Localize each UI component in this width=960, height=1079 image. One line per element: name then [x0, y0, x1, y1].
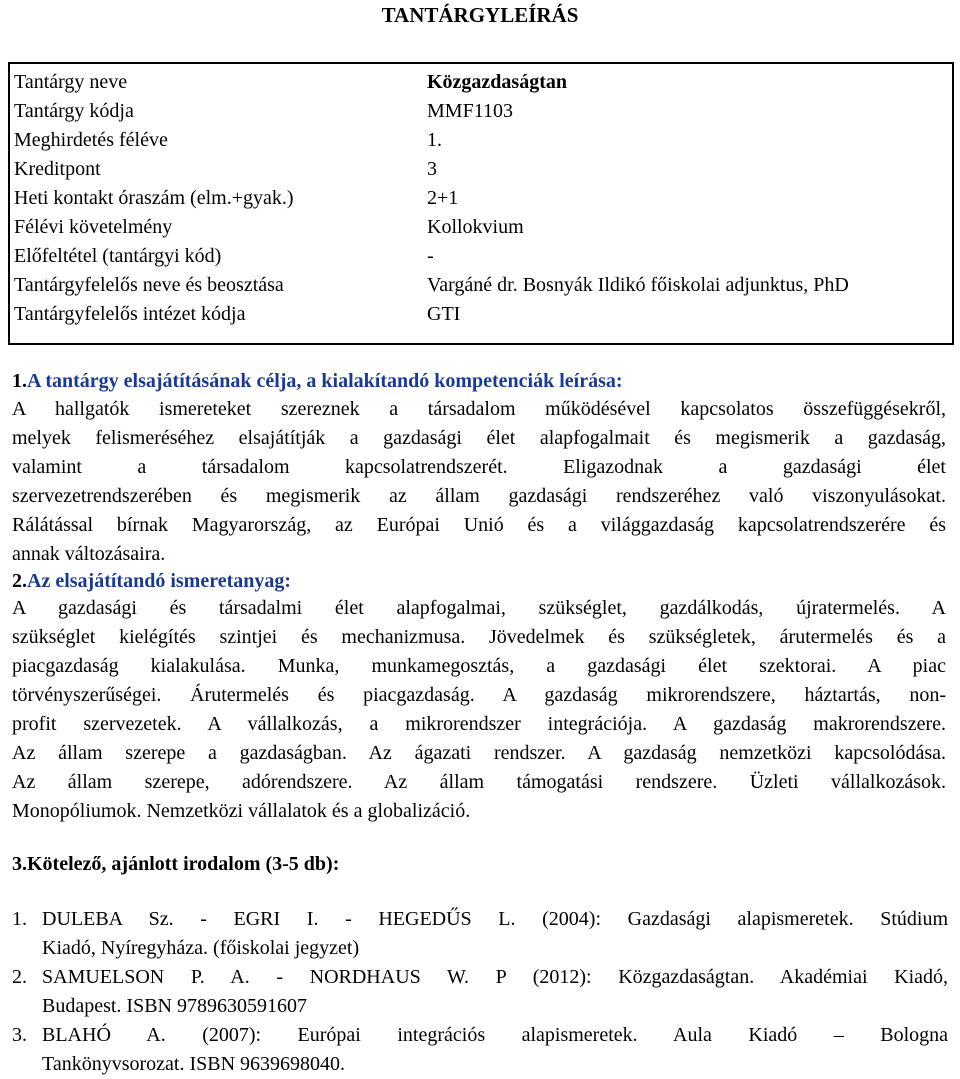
section-2-number: 2. [12, 570, 27, 592]
section-1-line: A hallgatók ismereteket szereznek a társadalom működésével kapcsolatos összefüggésekről, [12, 398, 946, 420]
section-2-line: Az állam szerepe, adórendszere. Az állam támogatási rendszere. Üzleti vállalkozások. [12, 771, 946, 793]
reference-number: 2. [12, 966, 27, 988]
reference-text [42, 963, 948, 1021]
section-2-line: szükséglet kielégítés szintjei és mechanizmusa. Jövedelmek és szükségletek, árutermelés és a [12, 626, 946, 648]
reference-line: Tankönyvsorozat. ISBN 9639698040. [42, 1053, 346, 1075]
info-value: 1. [427, 129, 442, 151]
info-value: MMF1103 [427, 100, 513, 122]
info-value: Vargáné dr. Bosnyák Ildikó főiskolai adjunktus, PhD [427, 274, 849, 296]
document-title: TANTÁRGYLEÍRÁS [381, 3, 579, 27]
reference-line: Budapest. ISBN 9789630591607 [42, 995, 307, 1017]
info-value: - [427, 245, 434, 267]
reference-line: DULEBA Sz. - EGRI I. - HEGEDŰS L. (2004): Gazdasági alapismeretek. Stúdium [42, 908, 948, 930]
info-label: Tantárgyfelelős intézet kódja [14, 303, 246, 325]
section-3-heading: 3.Kötelező, ajánlott irodalom (3-5 db): [12, 853, 340, 875]
info-label: Heti kontakt óraszám (elm.+gyak.) [14, 187, 294, 209]
section-2-line: törvényszerűségei. Árutermelés és piacgazdaság. A gazdaság mikrorendszere, háztartás, non- [12, 684, 946, 706]
reference-number: 1. [12, 908, 27, 930]
section-2-body [12, 594, 946, 826]
info-value: Kollokvium [427, 216, 524, 238]
section-1-heading [12, 367, 623, 395]
section-1-line: annak változásaira. [12, 543, 166, 565]
section-2-line: Az állam szerepe a gazdaságban. Az ágazati rendszer. A gazdaság nemzetközi kapcsolódása. [12, 742, 946, 764]
section-1-line: melyek felismeréséhez elsajátítják a gazdasági élet alapfogalmait és megismerik a gazdaság, [12, 427, 946, 449]
section-2-line: A gazdasági és társadalmi élet alapfogalmai, szükséglet, gazdálkodás, újratermelés. A [12, 597, 946, 619]
info-label: Tantárgy kódja [14, 100, 134, 122]
section-2-heading [12, 567, 291, 595]
reference-text [42, 905, 948, 963]
info-value: 2+1 [427, 187, 459, 209]
section-1-line: valamint a társadalom kapcsolatrendszerét. Eligazodnak a gazdasági élet [12, 456, 946, 478]
section-2-line: Monopóliumok. Nemzetközi vállalatok és a globalizáció. [12, 800, 471, 822]
course-info-table [8, 62, 954, 345]
info-value: Közgazdaságtan [427, 71, 567, 93]
info-label: Félévi követelmény [14, 216, 173, 238]
reference-number: 3. [12, 1024, 27, 1046]
info-label: Kreditpont [14, 158, 101, 180]
info-label: Előfeltétel (tantárgyi kód) [14, 245, 222, 267]
section-1-line: szervezetrendszerében és megismerik az állam gazdasági rendszeréhez való viszonyulásokat. [12, 485, 946, 507]
section-1-body [12, 395, 946, 569]
info-label: Tantárgyfelelős neve és beosztása [14, 274, 284, 296]
section-2-line: profit szervezetek. A vállalkozás, a mikrorendszer integrációja. A gazdaság makrorendszere. [12, 713, 946, 735]
info-label: Tantárgy neve [14, 71, 128, 93]
section-2-title: Az elsajátítandó ismeretanyag: [27, 570, 292, 592]
info-label: Meghirdetés féléve [14, 129, 168, 151]
reference-line: Kiadó, Nyíregyháza. (főiskolai jegyzet) [42, 937, 360, 959]
reference-text [42, 1021, 948, 1079]
section-1-title: A tantárgy elsajátításának célja, a kialakítandó kompetenciák leírása: [27, 370, 623, 392]
info-value: 3 [427, 158, 437, 180]
section-2-line: piacgazdaság kialakulása. Munka, munkamegosztás, a gazdasági élet szektorai. A piac [12, 655, 946, 677]
section-1-line: Rálátással bírnak Magyarország, az Európai Unió és a világgazdaság kapcsolatrendszerére és [12, 514, 946, 536]
info-value: GTI [427, 303, 461, 325]
reference-line: SAMUELSON P. A. - NORDHAUS W. P (2012): Közgazdaságtan. Akadémiai Kiadó, [42, 966, 948, 988]
reference-line: BLAHÓ A. (2007): Európai integrációs alapismeretek. Aula Kiadó – Bologna [42, 1024, 948, 1046]
section-1-number: 1. [12, 370, 27, 392]
